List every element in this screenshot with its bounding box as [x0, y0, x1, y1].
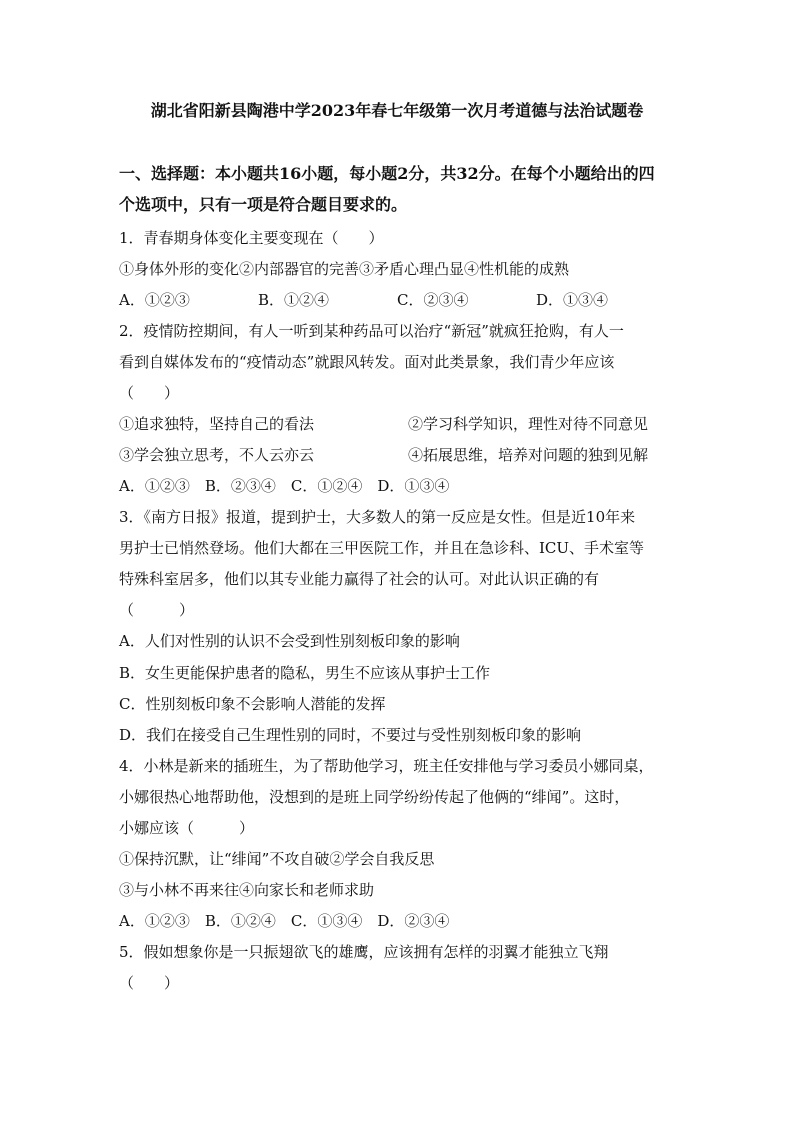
- q1-stem: 1．青春期身体变化主要变现在（ ）: [119, 229, 384, 247]
- q2-options: A．①②③ B．②③④ C．①②④ D．①③④: [119, 477, 450, 495]
- q4-options: A．①②③ B．①②④ C．①③④ D．②③④: [119, 912, 450, 930]
- q5-stem-line2: （ ）: [119, 974, 180, 992]
- q3-option-c: C．性别刻板印象不会影响人潜能的发挥: [119, 695, 386, 713]
- q3-stem-line2: 男护士已悄然登场。他们大都在三甲医院工作，并且在急诊科、ICU、手术室等: [119, 539, 645, 557]
- q4-stem-line1: 4．小林是新来的插班生，为了帮助他学习，班主任安排他与学习委员小娜同桌，: [119, 757, 654, 775]
- q1-option-c: C．②③④: [397, 291, 469, 309]
- q2-stem-line3: （ ）: [119, 384, 180, 402]
- q3-stem-line3: 特殊科室居多，他们以其专业能力赢得了社会的认可。对此认识正确的有: [119, 570, 600, 588]
- q3-option-a: A．人们对性别的认识不会受到性别刻板印象的影响: [119, 632, 460, 650]
- q1-options: [119, 290, 656, 310]
- q2-item1: ①追求独特，坚持自己的看法: [119, 415, 315, 433]
- q1-option-b: B．①②④: [258, 291, 330, 309]
- q3-stem-line1: 3．《南方日报》报道，提到护士，大多数人的第一反应是女性。但是近10年来: [119, 508, 636, 526]
- q1-option-a: A．①②③: [119, 291, 190, 309]
- section-heading-line1: 一、选择题：本小题共16小题，每小题2分，共32分。在每个小题给出的四: [119, 164, 655, 183]
- q3-stem-line4: （ ）: [119, 601, 195, 619]
- q3-option-b: B．女生更能保护患者的隐私，男生不应该从事护士工作: [119, 664, 491, 682]
- q2-item3: ③学会独立思考，不人云亦云: [119, 446, 315, 464]
- q2-item4: ④拓展思维，培养对问题的独到见解: [408, 446, 649, 464]
- q3-option-d: D．我们在接受自己生理性别的同时，不要过与受性别刻板印象的影响: [119, 726, 582, 744]
- q2-item2: ②学习科学知识，理性对待不同意见: [408, 415, 649, 433]
- q2-stem-line2: 看到自媒体发布的“疫情动态”就跟风转发。面对此类景象，我们青少年应该: [119, 353, 615, 371]
- q4-stem-line2: 小娜很热心地帮助他，没想到的是班上同学纷纷传起了他俩的“绯闻”。这时，: [119, 788, 630, 806]
- section-heading-line2: 个选项中，只有一项是符合题目要求的。: [119, 195, 408, 214]
- q4-items-line2: ③与小林不再来往④向家长和老师求助: [119, 881, 375, 899]
- q1-items: ①身体外形的变化②内部器官的完善③矛盾心理凸显④性机能的成熟: [119, 260, 570, 278]
- q4-stem-line3: 小娜应该（ ）: [119, 819, 255, 837]
- q4-items-line1: ①保持沉默，让“绯闻”不攻自破②学会自我反思: [119, 850, 435, 868]
- q2-stem-line1: 2．疫情防控期间，有人一听到某种药品可以治疗“新冠”就疯狂抢购，有人一: [119, 322, 624, 340]
- q1-option-d: D．①③④: [536, 291, 609, 309]
- q5-stem-line1: 5．假如想象你是一只振翅欲飞的雄鹰，应该拥有怎样的羽翼才能独立飞翔: [119, 943, 609, 961]
- page-title: 湖北省阳新县陶港中学2023年春七年级第一次月考道德与法治试题卷: [150, 101, 644, 120]
